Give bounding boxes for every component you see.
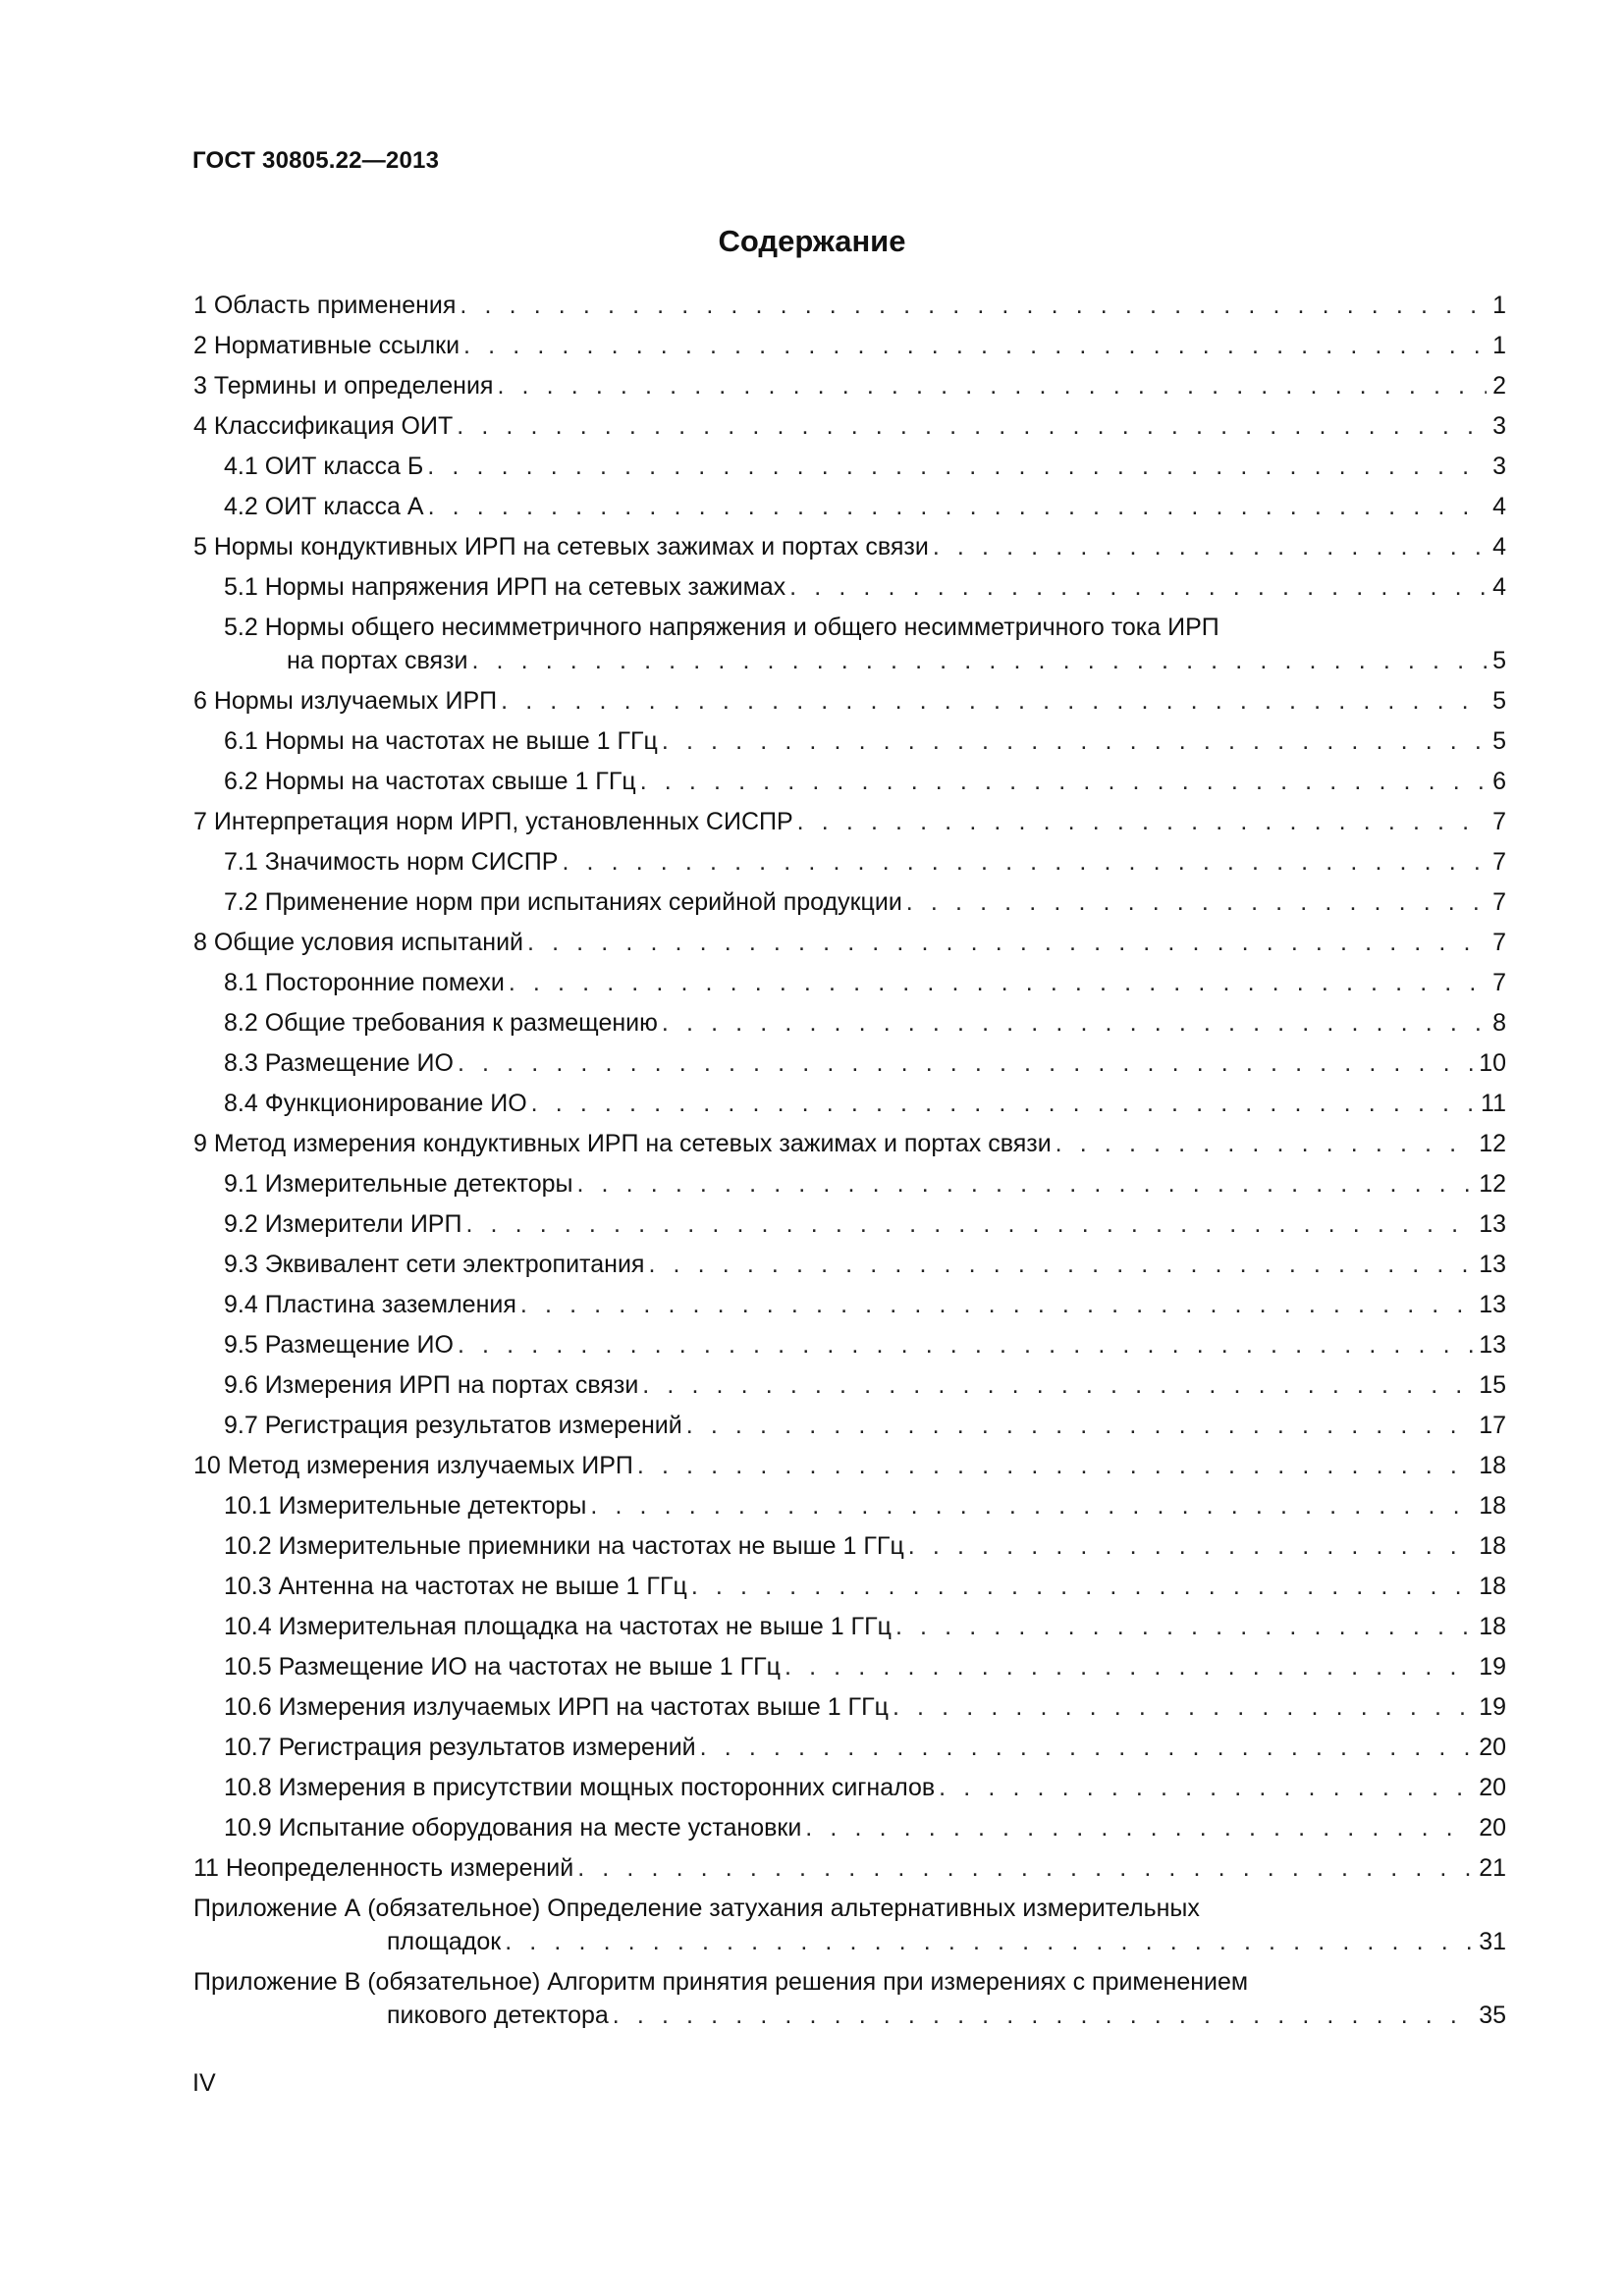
toc-page-number: 1 [1492,292,1506,319]
dot-leader [648,1248,1473,1281]
toc-entry[interactable] [193,1690,1506,1724]
toc-entry-title: 7 Интерпретация норм ИРП, установленных СИСПР [193,808,793,835]
toc-entry-title: 5.2 Нормы общего несимметричного напряжения и общего несимметричного тока ИРП [224,614,1219,641]
toc-entry-title: 10 Метод измерения излучаемых ИРП [193,1452,633,1479]
dot-leader [797,805,1487,838]
toc-page-number: 6 [1492,768,1506,795]
toc-entry[interactable] [193,1409,1506,1442]
toc-appendix-entry[interactable] [193,1892,1506,1958]
toc-page-number: 8 [1492,1009,1506,1037]
dot-leader [789,570,1487,604]
toc-entry[interactable] [193,1046,1506,1080]
toc-entry[interactable] [193,1529,1506,1563]
toc-entry[interactable] [193,805,1506,838]
toc-entry[interactable] [193,966,1506,999]
toc-entry[interactable] [193,765,1506,798]
toc-page-number: 12 [1479,1130,1506,1157]
dot-leader [497,369,1487,402]
dot-leader [642,1368,1473,1402]
toc-page-number: 13 [1479,1291,1506,1318]
toc-entry-title: 8.1 Посторонние помехи [224,969,505,996]
toc-page-number: 20 [1479,1774,1506,1801]
toc-entry-title: 6.1 Нормы на частотах не выше 1 ГГц [224,727,658,755]
dot-leader [686,1409,1473,1442]
toc-page-number: 7 [1492,848,1506,876]
toc-entry-title: площадок [387,1928,502,1955]
dot-leader [531,1087,1475,1120]
toc-entry[interactable] [193,1489,1506,1522]
toc-entry-title: 9.7 Регистрация результатов измерений [224,1412,682,1439]
toc-entry-title: 10.7 Регистрация результатов измерений [224,1734,696,1761]
toc-page-number: 18 [1479,1492,1506,1520]
toc-page-number: 7 [1492,808,1506,835]
toc-entry[interactable] [193,1207,1506,1241]
dot-leader [505,1925,1473,1958]
toc-entry-title: Приложение В (обязательное) Алгоритм принятия решения при измерениях с применением [193,1968,1249,1996]
dot-leader [527,926,1487,959]
toc-page-number: 20 [1479,1734,1506,1761]
toc-entry[interactable] [193,845,1506,879]
toc-entry[interactable] [193,409,1506,443]
toc-page-number: 17 [1479,1412,1506,1439]
toc-entry-title: 8.3 Размещение ИО [224,1049,454,1077]
toc-page-number: 18 [1479,1532,1506,1560]
toc-page-number: 7 [1492,969,1506,996]
toc-entry[interactable] [193,369,1506,402]
toc-entry-title: 10.8 Измерения в присутствии мощных посторонних сигналов [224,1774,936,1801]
toc-entry-title: на портах связи [287,647,468,674]
dot-leader [428,490,1488,523]
toc-page-number: 13 [1479,1251,1506,1278]
toc-entry-title: 10.4 Измерительная площадка на частотах не выше 1 ГГц [224,1613,892,1640]
toc-page-number: 35 [1479,2002,1506,2029]
dot-leader [785,1650,1473,1683]
dot-leader [908,1529,1473,1563]
dot-leader [460,289,1487,322]
toc-entry[interactable] [193,1368,1506,1402]
toc-page-number: 5 [1492,647,1506,674]
toc-page-number: 18 [1479,1573,1506,1600]
toc-entry[interactable] [193,289,1506,322]
dot-leader [457,409,1487,443]
dot-leader [576,1167,1473,1201]
toc-entry-title: 10.5 Размещение ИО на частотах не выше 1 ГГц [224,1653,781,1681]
toc-entry-title: 7.1 Значимость норм СИСПР [224,848,559,876]
toc-entry[interactable] [193,530,1506,563]
toc-entry[interactable] [193,1087,1506,1120]
toc-entry-title: 10.6 Измерения излучаемых ИРП на частотах выше 1 ГГц [224,1693,889,1721]
dot-leader [691,1570,1473,1603]
dot-leader [463,329,1487,362]
dot-leader [501,684,1487,718]
toc-entry-title: 8.2 Общие требования к размещению [224,1009,658,1037]
toc-entry[interactable] [193,1771,1506,1804]
toc-page-number: 4 [1492,573,1506,601]
toc-page-number: 18 [1479,1452,1506,1479]
toc-entry[interactable] [193,1570,1506,1603]
toc-entry-title: 5 Нормы кондуктивных ИРП на сетевых зажимах и портах связи [193,533,929,561]
toc-entry[interactable] [193,885,1506,919]
toc-entry-title: 9.4 Пластина заземления [224,1291,516,1318]
toc-entry-title: 7.2 Применение норм при испытаниях серийной продукции [224,888,902,916]
toc-entry[interactable] [193,1650,1506,1683]
toc-entry[interactable] [193,1851,1506,1885]
toc-entry[interactable] [193,490,1506,523]
toc-entry[interactable] [193,1328,1506,1362]
toc-page-number: 15 [1479,1371,1506,1399]
toc-page-number: 5 [1492,727,1506,755]
toc-entry[interactable] [193,1610,1506,1643]
toc-entry[interactable] [193,1731,1506,1764]
toc-entry-title: 4.2 ОИТ класса А [224,493,424,520]
dot-leader [471,644,1487,677]
dot-leader [700,1731,1474,1764]
toc-entry-title: 9.5 Размещение ИО [224,1331,454,1359]
table-of-contents [193,289,1506,2039]
toc-entry[interactable] [193,1127,1506,1160]
document-id: ГОСТ 30805.22—2013 [192,147,440,174]
toc-entry[interactable] [193,1167,1506,1201]
toc-page-number: 21 [1479,1854,1506,1882]
toc-entry-title: 4.1 ОИТ класса Б [224,453,424,480]
dot-leader [805,1811,1473,1844]
toc-entry[interactable] [193,926,1506,959]
toc-page-number: 5 [1492,687,1506,715]
toc-entry[interactable] [193,1449,1506,1482]
toc-page-number: 1 [1492,332,1506,359]
toc-entry-title: 10.3 Антенна на частотах не выше 1 ГГц [224,1573,687,1600]
toc-entry-title: 9.1 Измерительные детекторы [224,1170,573,1198]
toc-entry-title: 6.2 Нормы на частотах свыше 1 ГГц [224,768,636,795]
toc-page-number: 3 [1492,453,1506,480]
dot-leader [662,724,1487,758]
toc-page-number: 4 [1492,493,1506,520]
toc-entry-title: 9.3 Эквивалент сети электропитания [224,1251,645,1278]
toc-appendix-entry[interactable] [193,1965,1506,2032]
dot-leader [906,885,1487,919]
toc-entry-title: 8 Общие условия испытаний [193,929,523,956]
toc-page-number: 19 [1479,1693,1506,1721]
toc-entry[interactable] [193,1288,1506,1321]
toc-entry-title: 6 Нормы излучаемых ИРП [193,687,498,715]
toc-entry[interactable] [193,684,1506,718]
toc-entry-title: 3 Термины и определения [193,372,494,400]
toc-page-number: 3 [1492,412,1506,440]
dot-leader [427,450,1487,483]
dot-leader [662,1006,1487,1040]
dot-leader [939,1771,1473,1804]
toc-entry[interactable] [193,1006,1506,1040]
dot-leader [465,1207,1473,1241]
toc-entry-title: 2 Нормативные ссылки [193,332,460,359]
toc-entry-title: 4 Классификация ОИТ [193,412,454,440]
toc-page-number: 18 [1479,1613,1506,1640]
toc-page-number: 31 [1479,1928,1506,1955]
toc-page-number: 13 [1479,1331,1506,1359]
toc-entry[interactable] [193,1811,1506,1844]
toc-page-number: 19 [1479,1653,1506,1681]
toc-page-number: 11 [1481,1090,1506,1117]
dot-leader [520,1288,1473,1321]
dot-leader [458,1328,1473,1362]
toc-page-number: 20 [1479,1814,1506,1842]
page-number: IV [192,2069,216,2097]
toc-entry-title: 9.2 Измерители ИРП [224,1210,462,1238]
dot-leader [590,1489,1473,1522]
toc-entry-title: 9 Метод измерения кондуктивных ИРП на сетевых зажимах и портах связи [193,1130,1052,1157]
toc-entry-title: 1 Область применения [193,292,457,319]
toc-entry[interactable] [193,329,1506,362]
page-title: Содержание [718,224,906,258]
toc-entry-title: 5.1 Нормы напряжения ИРП на сетевых зажимах [224,573,786,601]
dot-leader [613,1999,1473,2032]
toc-page-number: 7 [1492,929,1506,956]
dot-leader [458,1046,1473,1080]
dot-leader [509,966,1487,999]
toc-entry-title: 9.6 Измерения ИРП на портах связи [224,1371,639,1399]
toc-entry[interactable] [193,1248,1506,1281]
toc-page-number: 2 [1492,372,1506,400]
dot-leader [562,845,1487,879]
toc-entry-title: 10.1 Измерительные детекторы [224,1492,587,1520]
dot-leader [1056,1127,1474,1160]
dot-leader [895,1610,1473,1643]
toc-entry-title: 10.9 Испытание оборудования на месте установки [224,1814,802,1842]
toc-page-number: 10 [1479,1049,1506,1077]
toc-page-number: 7 [1492,888,1506,916]
toc-entry-title: 10.2 Измерительные приемники на частотах не выше 1 ГГц [224,1532,904,1560]
toc-entry-title: 8.4 Функционирование ИО [224,1090,527,1117]
toc-entry[interactable] [193,724,1506,758]
toc-entry[interactable] [193,611,1506,677]
toc-entry-title: пикового детектора [387,2002,609,2029]
dot-leader [893,1690,1473,1724]
dot-leader [933,530,1487,563]
toc-entry-title: 11 Неопределенность измерений [193,1854,574,1882]
toc-page-number: 4 [1492,533,1506,561]
dot-leader [577,1851,1473,1885]
dot-leader [637,1449,1473,1482]
toc-page-number: 13 [1479,1210,1506,1238]
toc-entry[interactable] [193,450,1506,483]
dot-leader [640,765,1487,798]
toc-page-number: 12 [1479,1170,1506,1198]
toc-entry[interactable] [193,570,1506,604]
toc-entry-title: Приложение А (обязательное) Определение затухания альтернативных измерительных [193,1895,1200,1922]
